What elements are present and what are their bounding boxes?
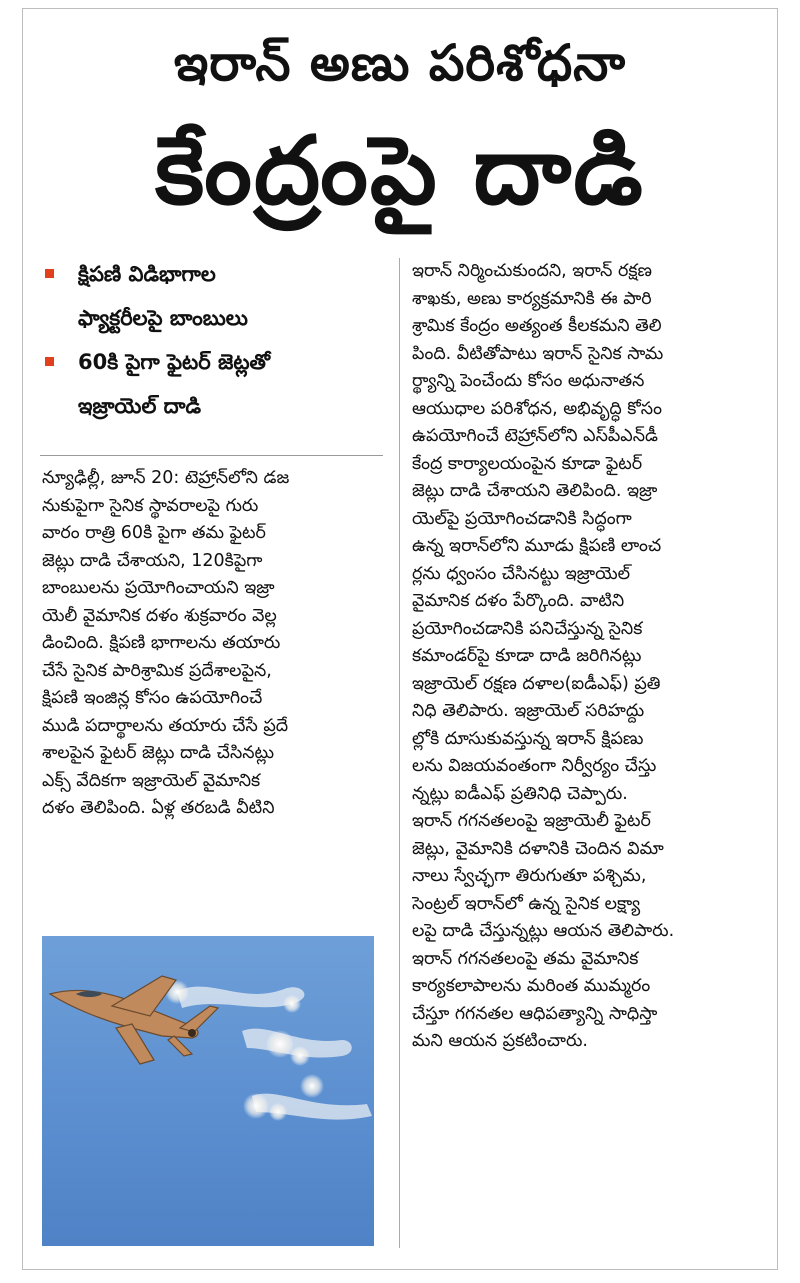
body-line: దళం తెలిపింది. ఏళ్ల తరబడి వీటిని [42, 798, 275, 818]
body-line: ఇజ్రాయెల్ రక్షణ దళాల(ఐడీఎఫ్) ప్రతి [412, 673, 661, 694]
body-line: ఎక్స్ వేదికగా ఇజ్రాయెల్ వైమానిక [42, 770, 261, 791]
body-line: క్షిపణి ఇంజిన్ల కోసం ఉపయోగించే [42, 688, 263, 708]
body-line: కమాండర్‌పై కూడా దాడి జరిగినట్లు [412, 646, 642, 666]
body-line: మని ఆయన ప్రకటించారు. [412, 1031, 588, 1051]
article-body-left [42, 465, 382, 823]
body-line: కేంద్ర కార్యాలయంపైన కూడా ఫైటర్ [412, 453, 643, 474]
body-line: చేస్తూ గగనతల ఆధిపత్యాన్ని సాధిస్తా [412, 1003, 658, 1024]
highlight-item [40, 252, 385, 340]
bullet-square-icon [45, 357, 54, 366]
body-line: యెలీ వైమానిక దళం శుక్రవారం వెల్ల [42, 605, 277, 626]
body-line: బాంబులను ప్రయోగించాయని ఇజ్రా [42, 578, 275, 598]
body-line: నిధి తెలిపారు. ఇజ్రాయెల్ సరిహద్దు [412, 701, 645, 721]
article-body-right [412, 258, 757, 1056]
body-line: జెట్లు దాడి చేశాయని, 120కిపైగా [42, 550, 263, 571]
highlight-item [40, 340, 385, 428]
body-line: ఇరాన్ గగనతలంపై ఇజ్రాయెలీ ఫైటర్ [412, 811, 651, 831]
body-line: లను విజయవంతంగా నిర్వీర్యం చేస్తు [412, 756, 657, 776]
body-line: ర్లను ధ్వంసం చేసినట్టు ఇజ్రాయెల్ [412, 563, 631, 584]
body-line: శ్రామిక కేంద్రం అత్యంత కీలకమని తెలి [412, 316, 662, 336]
body-line: శాలపైన ఫైటర్ జెట్లు దాడి చేసినట్లు [42, 743, 275, 763]
body-line: ప్రయోగించడానికి పనిచేస్తున్న సైనిక [412, 618, 643, 639]
body-line: న్నట్లు ఐడీఎఫ్ ప్రతినిధి చెప్పారు. [412, 783, 628, 804]
body-line: జెట్లు దాడి చేశాయని తెలిపింది. ఇజ్రా [412, 481, 658, 501]
divider-horizontal [40, 455, 383, 456]
highlight-line: 60కి పైగా ఫైటర్ జెట్లతో [78, 350, 271, 374]
body-line: ర్థ్యాన్ని పెంచేందు కోసం అధునాతన [412, 371, 645, 391]
body-line: ఉపయోగించే టెహ్రాన్‌లోని ఎస్‌పీఎన్‌డీ [412, 426, 658, 446]
body-line: వారం రాత్రి 60కి పైగా తమ ఫైటర్ [42, 523, 266, 543]
body-line: న్యూఢిల్లీ, జూన్ 20: టెహ్రాన్‌లోని డజ [42, 468, 290, 488]
highlight-line: ఇజ్రాయెల్ దాడి [78, 394, 202, 418]
body-line: నుకుపైగా సైనిక స్థావరాలపై గురు [42, 495, 259, 516]
column-divider [399, 258, 400, 1248]
body-line: నాలు స్వేచ్ఛగా తిరుగుతూ పశ్చిమ, [412, 866, 647, 886]
body-line: శాఖకు, అణు కార్యక్రమానికి ఈ పారి [412, 288, 652, 309]
body-line: పింది. వీటితోపాటు ఇరాన్ సైనిక సామ [412, 343, 664, 364]
body-line: కార్యకలాపాలను మరింత ముమ్మరం [412, 976, 651, 996]
body-line: ముడి పదార్థాలను తయారు చేసే ప్రదే [42, 715, 289, 736]
body-line: డించింది. క్షిపణి భాగాలను తయారు [42, 633, 281, 653]
headline-line-2: కేంద్రంపై దాడి [155, 117, 645, 226]
body-line: వైమానిక దళం పేర్కొంది. వాటిని [412, 591, 625, 611]
body-line: యెల్‌పై ప్రయోగించడానికి సిద్ధంగా [412, 508, 632, 529]
body-line: ఆయుధాల పరిశోధన, అభివృద్ధి కోసం [412, 398, 662, 419]
body-line: లపై దాడి చేస్తున్నట్లు ఆయన తెలిపారు. [412, 921, 675, 941]
body-line: ఇరాన్ గగనతలంపై తమ వైమానిక [412, 948, 639, 969]
highlight-line: క్షిపణి విడిభాగాల [78, 262, 216, 286]
body-line: చేసే సైనిక పారిశ్రామిక ప్రదేశాలపైన, [42, 660, 272, 681]
fighter-jet-photo [42, 936, 374, 1246]
body-line: ఇరాన్ నిర్మించుకుందని, ఇరాన్ రక్షణ [412, 261, 652, 281]
body-line: ల్లోకి దూసుకువస్తున్న ఇరాన్ క్షిపణు [412, 728, 644, 749]
body-line: సెంట్రల్ ఇరాన్‌లో ఉన్న సైనిక లక్ష్యా [412, 893, 641, 914]
body-line: ఉన్న ఇరాన్‌లోని మూడు క్షిపణి లాంచ [412, 536, 662, 556]
highlights-box [40, 252, 385, 428]
bullet-square-icon [45, 269, 54, 278]
body-line: జెట్లు, వైమానికి దళానికి చెందిన విమా [412, 838, 664, 859]
highlight-line: ఫ్యాక్టరీలపై బాంబులు [78, 306, 248, 330]
headline-line-1: ఇరాన్ అణు పరిశోధనా [173, 34, 627, 92]
